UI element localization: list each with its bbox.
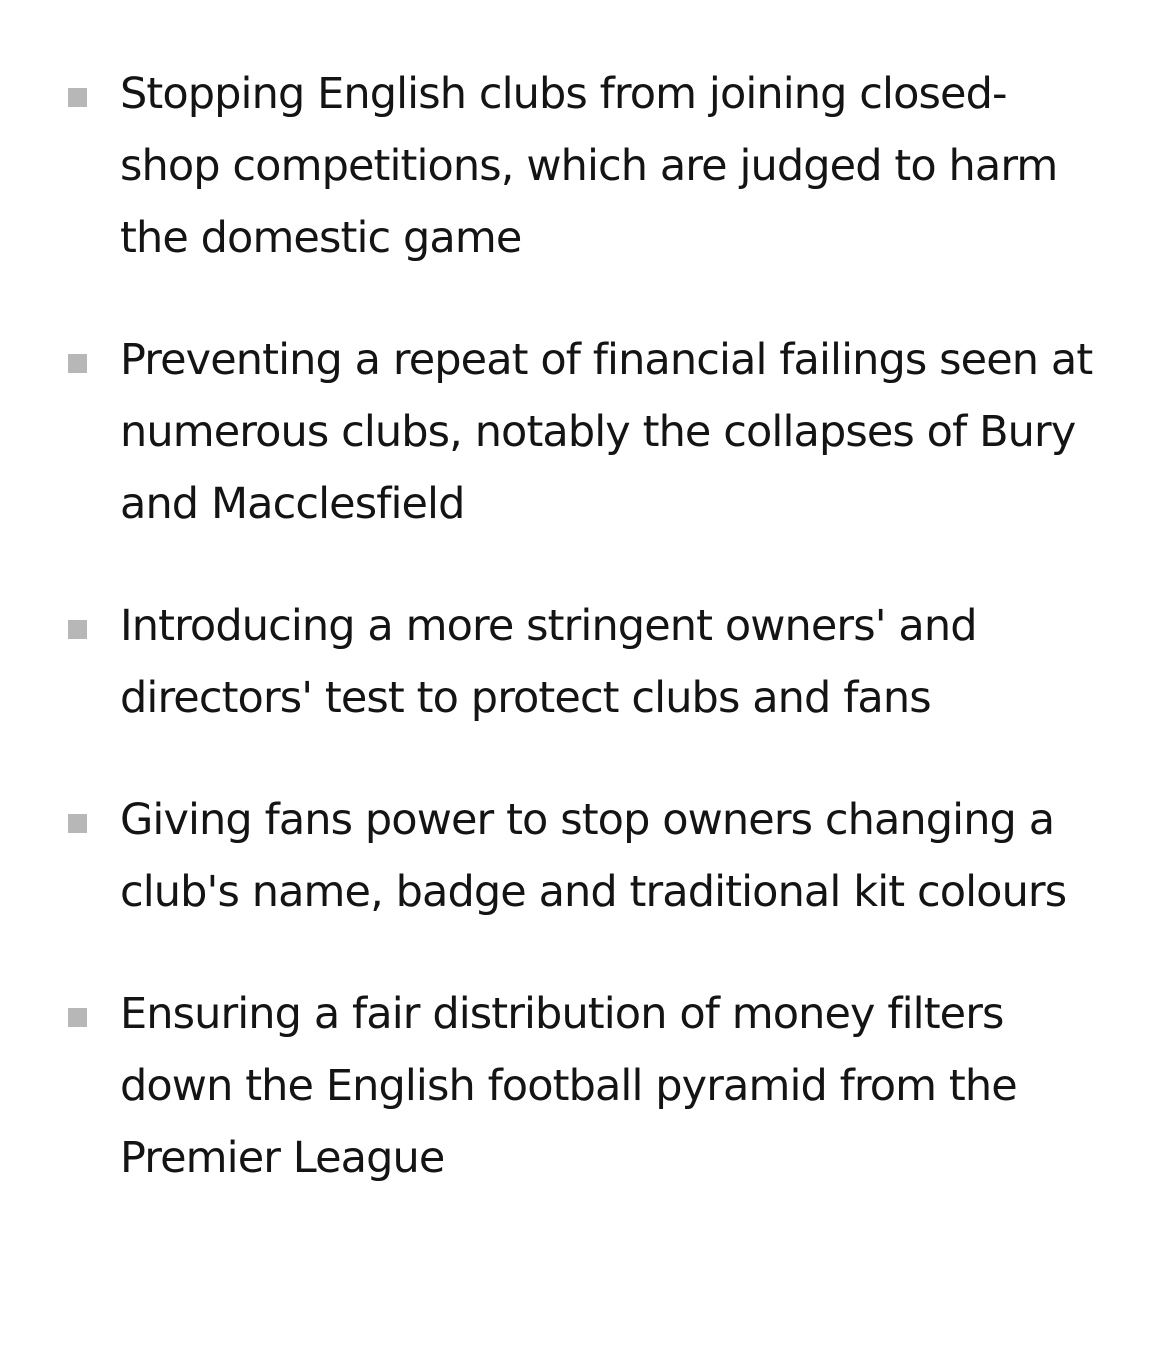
- list-item: [0, 590, 1170, 734]
- bullet-text: Ensuring a fair distribution of money filters down the English football pyramid from the Premier League: [120, 989, 1017, 1183]
- bullet-text: Giving fans power to stop owners changing a club's name, badge and traditional kit colours: [120, 795, 1067, 917]
- bullet-text: Introducing a more stringent owners' and directors' test to protect clubs and fans: [120, 601, 977, 723]
- square-bullet-icon: [68, 354, 87, 373]
- square-bullet-icon: [68, 620, 87, 639]
- square-bullet-icon: [68, 1008, 87, 1027]
- list-item: [0, 978, 1170, 1194]
- list-item: [0, 58, 1170, 274]
- list-item: [0, 784, 1170, 928]
- square-bullet-icon: [68, 88, 87, 107]
- bullet-text: Preventing a repeat of financial failings seen at numerous clubs, notably the collapses of Bury and Macclesfield: [120, 335, 1093, 529]
- square-bullet-icon: [68, 814, 87, 833]
- bullet-text: Stopping English clubs from joining closed-shop competitions, which are judged to harm the domestic game: [120, 69, 1058, 263]
- list-item: [0, 324, 1170, 540]
- bullet-list: [0, 58, 1170, 1244]
